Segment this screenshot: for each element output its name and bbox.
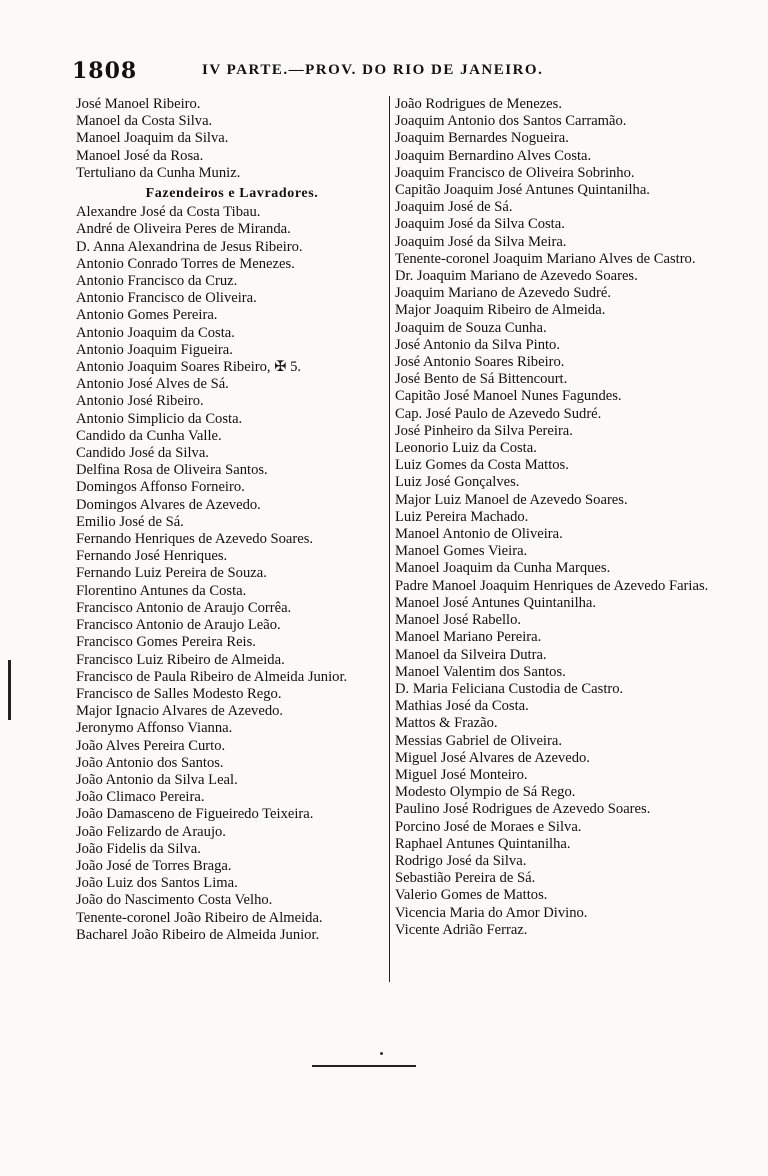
list-item: Jeronymo Affonso Vianna. (76, 720, 233, 737)
column-divider (389, 96, 390, 982)
list-item: Francisco Antonio de Araujo Corrêa. (76, 599, 292, 616)
list-item: Fernando Henriques de Azevedo Soares. (76, 531, 314, 548)
list-item: Florentino Antunes da Costa. (76, 582, 247, 599)
list-item: Modesto Olympio de Sá Rego. (395, 784, 576, 801)
list-item: João Fidelis da Silva. (76, 840, 201, 857)
list-item: Domingos Affonso Forneiro. (76, 479, 245, 496)
right-column (395, 96, 709, 939)
list-item: Candido da Cunha Valle. (76, 427, 222, 444)
list-item: Francisco Antonio de Araujo Leão. (76, 617, 281, 634)
list-item: Capitão José Manoel Nunes Fagundes. (395, 388, 622, 405)
list-item: Manoel Antonio de Oliveira. (395, 526, 563, 543)
list-item: Luiz Gomes da Costa Mattos. (395, 457, 569, 474)
list-item: Joaquim José de Sá. (395, 199, 513, 216)
list-item: Joaquim Francisco de Oliveira Sobrinho. (395, 164, 635, 181)
right-entries-list (395, 96, 709, 939)
list-item: Joaquim Mariano de Azevedo Sudré. (395, 285, 612, 302)
list-item: Joaquim de Souza Cunha. (395, 319, 547, 336)
list-item: José Antonio Soares Ribeiro. (395, 354, 565, 371)
list-item: Manoel Valentim dos Santos. (395, 663, 566, 680)
list-item: D. Maria Feliciana Custodia de Castro. (395, 680, 624, 697)
list-item: Joaquim José da Silva Meira. (395, 233, 567, 250)
list-item: Joaquim Antonio dos Santos Carramão. (395, 113, 627, 130)
list-item: Antonio Simplicio da Costa. (76, 410, 243, 427)
list-item: Domingos Alvares de Azevedo. (76, 496, 261, 513)
list-item: Luiz José Gonçalves. (395, 474, 520, 491)
list-item: Manoel da Costa Silva. (76, 113, 213, 130)
list-item: João Damasceno de Figueiredo Teixeira. (76, 806, 314, 823)
list-item: Capitão Joaquim José Antunes Quintanilha. (395, 182, 650, 199)
list-item: Porcino José de Moraes e Silva. (395, 818, 582, 835)
list-item: José Manoel Ribeiro. (76, 96, 201, 112)
list-item: Sebastião Pereira de Sá. (395, 870, 536, 887)
list-item: Miguel José Alvares de Azevedo. (395, 749, 590, 766)
list-item: Antonio Joaquim Soares Ribeiro, ✠ 5. (76, 359, 302, 376)
list-item: Joaquim Bernardino Alves Costa. (395, 147, 592, 164)
list-item: Tertuliano da Cunha Muniz. (76, 164, 241, 181)
list-item: Major Joaquim Ribeiro de Almeida. (395, 302, 606, 319)
page-number: 1808 (72, 58, 138, 84)
list-item: Emilio José de Sá. (76, 513, 184, 530)
list-item: José Bento de Sá Bittencourt. (395, 371, 568, 388)
list-item: Manoel Mariano Pereira. (395, 629, 542, 646)
list-item: Alexandre José da Costa Tibau. (76, 204, 261, 221)
list-item: Francisco Gomes Pereira Reis. (76, 634, 256, 651)
list-item: Tenente-coronel Joaquim Mariano Alves de Castro. (395, 250, 696, 267)
page-header (72, 58, 712, 88)
list-item: Manoel José Antunes Quintanilha. (395, 594, 597, 611)
list-item: Antonio Francisco de Oliveira. (76, 290, 257, 307)
list-item: Raphael Antunes Quintanilha. (395, 835, 571, 852)
list-item: Joaquim José da Silva Costa. (395, 216, 565, 233)
list-item: Antonio Gomes Pereira. (76, 307, 218, 324)
list-item: Leonorio Luiz da Costa. (395, 440, 537, 457)
list-item: Bacharel João Ribeiro de Almeida Junior. (76, 926, 320, 943)
list-item: Major Ignacio Alvares de Azevedo. (76, 703, 284, 720)
section-heading: Fazendeiros e Lavradores. (145, 186, 319, 202)
list-item: Antonio José Ribeiro. (76, 393, 204, 410)
list-item: Francisco Luiz Ribeiro de Almeida. (76, 651, 285, 668)
list-item: Luiz Pereira Machado. (395, 508, 529, 525)
list-item: João Climaco Pereira. (76, 789, 205, 806)
list-item: Antonio Conrado Torres de Menezes. (76, 255, 295, 272)
list-item: Mathias José da Costa. (395, 698, 529, 715)
list-item: Padre Manoel Joaquim Henriques de Azevedo Farias. (395, 577, 709, 594)
list-item: Manoel da Silveira Dutra. (395, 646, 547, 663)
list-item: D. Anna Alexandrina de Jesus Ribeiro. (76, 238, 303, 255)
list-item: Joaquim Bernardes Nogueira. (395, 130, 569, 147)
list-item: Antonio José Alves de Sá. (76, 376, 229, 393)
list-item: Rodrigo José da Silva. (395, 852, 527, 869)
list-item: Antonio Joaquim Figueira. (76, 341, 233, 358)
margin-mark (8, 660, 11, 720)
footer-dot (380, 1052, 383, 1055)
list-item: José Antonio da Silva Pinto. (395, 336, 560, 353)
running-head: IV PARTE.—PROV. DO RIO DE JANEIRO. (202, 62, 544, 78)
list-item: Antonio Joaquim da Costa. (76, 324, 235, 341)
list-item: João Luiz dos Santos Lima. (76, 875, 238, 892)
list-item: João Antonio da Silva Leal. (76, 771, 238, 788)
list-item: José Pinheiro da Silva Pereira. (395, 422, 573, 439)
list-item: Fernando José Henriques. (76, 548, 228, 565)
list-item: Fernando Luiz Pereira de Souza. (76, 565, 267, 582)
list-item: Messias Gabriel de Oliveira. (395, 732, 562, 749)
list-item: Candido José da Silva. (76, 445, 209, 462)
list-item: Miguel José Monteiro. (395, 766, 528, 783)
list-item: Manoel José da Rosa. (76, 147, 204, 164)
footer-rule (312, 1065, 416, 1067)
list-item: Manoel Joaquim da Cunha Marques. (395, 560, 611, 577)
list-item: Cap. José Paulo de Azevedo Sudré. (395, 405, 602, 422)
left-column (76, 96, 388, 944)
list-item: Dr. Joaquim Mariano de Azevedo Soares. (395, 268, 638, 285)
list-item: Vicente Adrião Ferraz. (395, 921, 528, 938)
list-item: Delfina Rosa de Oliveira Santos. (76, 462, 268, 479)
list-item: João Antonio dos Santos. (76, 754, 224, 771)
list-item: Major Luiz Manoel de Azevedo Soares. (395, 491, 628, 508)
list-item: João Alves Pereira Curto. (76, 737, 226, 754)
list-item: André de Oliveira Peres de Miranda. (76, 221, 291, 238)
left-entries-list (76, 204, 388, 944)
list-item: Paulino José Rodrigues de Azevedo Soares. (395, 801, 651, 818)
list-item: João Rodrigues de Menezes. (395, 96, 562, 112)
list-item: Vicencia Maria do Amor Divino. (395, 904, 588, 921)
list-item: João Felizardo de Araujo. (76, 823, 226, 840)
list-item: Mattos & Frazão. (395, 715, 498, 732)
list-item: Valerio Gomes de Mattos. (395, 887, 548, 904)
list-item: Manoel José Rabello. (395, 612, 522, 629)
list-item: Francisco de Paula Ribeiro de Almeida Junior. (76, 668, 348, 685)
list-item: Francisco de Salles Modesto Rego. (76, 685, 282, 702)
list-item: Manoel Gomes Vieira. (395, 543, 528, 560)
list-item: João do Nascimento Costa Velho. (76, 892, 273, 909)
list-item: Antonio Francisco da Cruz. (76, 273, 238, 290)
list-item: Manoel Joaquim da Silva. (76, 130, 229, 147)
list-item: João José de Torres Braga. (76, 857, 232, 874)
list-item: Tenente-coronel João Ribeiro de Almeida. (76, 909, 323, 926)
